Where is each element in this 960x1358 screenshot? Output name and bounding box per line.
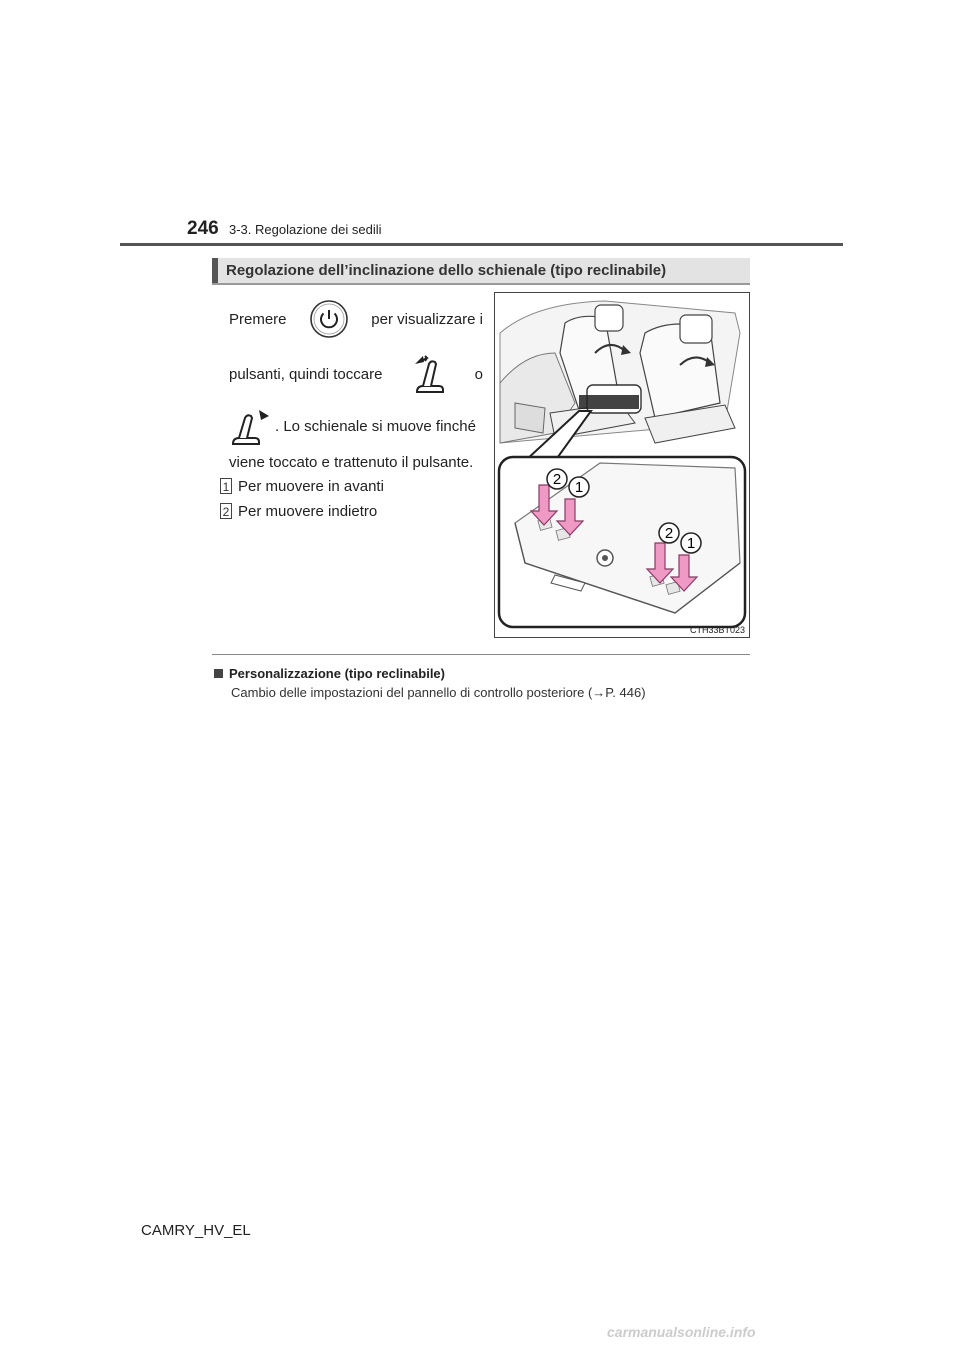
list-item xyxy=(220,503,377,520)
body-line-1 xyxy=(229,298,483,340)
header-rule xyxy=(120,243,843,246)
section-title: 3-3. Regolazione dei sedili xyxy=(229,222,382,237)
seat-illustration xyxy=(494,292,750,638)
body-line-3-text: . Lo schienale si muove finché xyxy=(275,417,476,435)
step-badge-2: 2 xyxy=(220,503,232,519)
heading-accent xyxy=(212,258,218,283)
note-body: Cambio delle impostazioni del pannello di controllo posteriore (→P. 446) xyxy=(231,685,646,700)
list-item-text: Per muovere in avanti xyxy=(238,478,384,495)
seat-recline-back-icon xyxy=(229,404,273,448)
body-line-1b: per visualizzare i xyxy=(371,310,483,328)
callout-label: 1 xyxy=(686,535,696,552)
body-line-2a: pulsanti, quindi toccare xyxy=(229,365,383,383)
step-badge-1: 1 xyxy=(220,478,232,494)
illustration-code: CTH33BT023 xyxy=(689,625,745,635)
heading-underline xyxy=(212,283,750,285)
callout-label: 2 xyxy=(552,471,562,488)
body-line-2 xyxy=(229,352,483,396)
body-line-4: viene toccato e trattenuto il pulsante. xyxy=(229,454,474,471)
body-line-3 xyxy=(229,404,483,448)
heading-title: Regolazione dell’inclinazione dello schienale (tipo reclinabile) xyxy=(226,262,667,279)
body-line-2b: o xyxy=(474,365,483,383)
body-line-1a: Premere xyxy=(229,310,287,328)
seat-recline-forward-icon xyxy=(409,352,449,396)
callout-label: 1 xyxy=(574,479,584,496)
page-number: 246 xyxy=(187,218,219,239)
watermark-logo: carmanualsonline.info xyxy=(607,1324,756,1340)
list-item-text: Per muovere indietro xyxy=(238,503,378,520)
note-divider xyxy=(212,654,750,655)
list-item xyxy=(220,478,384,495)
footer-model: CAMRY_HV_EL xyxy=(141,1222,251,1239)
note-title xyxy=(214,666,445,681)
note-title-text: Personalizzazione (tipo reclinabile) xyxy=(229,666,445,681)
power-button-icon xyxy=(309,299,349,339)
square-bullet-icon xyxy=(214,669,223,678)
rear-seat-drawing xyxy=(495,293,749,637)
callout-label: 2 xyxy=(664,525,674,542)
